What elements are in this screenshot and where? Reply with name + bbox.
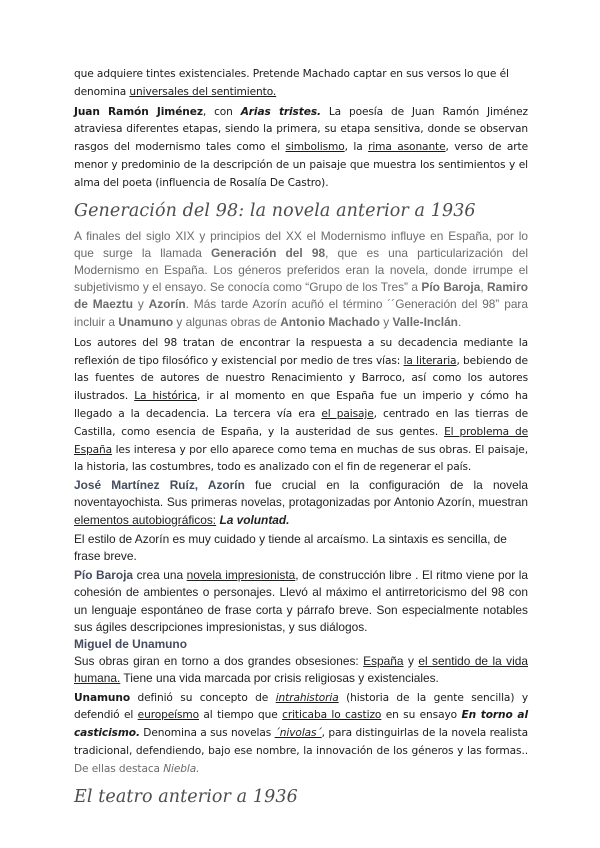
section-heading-generacion-98: Generación del 98: la novela anterior a 1936 (74, 200, 476, 221)
text: (historia de la gente sencilla) y defendió el (74, 691, 528, 722)
text: definió su concepto de (130, 691, 276, 704)
author-name: Ramiro de Maeztu (74, 280, 528, 312)
text: , de construcción libre . El ritmo viene por la cohesión de ambientes o personajes. Llevó al máximo el antirretoricismo del 98 con un lenguaje espontáneo de frase corta y párrafo breve. Son especialmente notables sus ágiles descripciones impresionistas, y sus diálogos. (74, 568, 528, 634)
underlined-text: criticaba lo castizo (282, 709, 382, 722)
paragraph-generacion-intro (74, 228, 528, 331)
text: les interesa y por ello aparece como tema en muchas de sus obras. El paisaje, la historia, las costumbres, todo es analizado con el fin de regenerar el país. (74, 443, 528, 474)
author-name: Pío Baroja (74, 568, 134, 583)
paragraph-pio-baroja (74, 567, 528, 636)
text: , la (344, 141, 369, 154)
text: denomina (74, 85, 130, 98)
author-name: Valle-Inclán (392, 314, 458, 329)
text: al tiempo que (199, 709, 283, 722)
author-name: José Martínez Ruíz, Azorín (74, 478, 245, 493)
text: . Más tarde Azorín acuñó el término ´´Generación del 98” para incluir a (74, 297, 529, 329)
text: crea una (133, 568, 187, 583)
underlined-text: europeísmo (137, 709, 199, 722)
text: Los autores del 98 tratan de encontrar la respuesta a su decadencia mediante la reflexión de tipo filosófico y existencial por medio de tres vías: (74, 336, 528, 367)
underlined-text: ´nivolas´ (274, 727, 322, 740)
section-heading-teatro: El teatro anterior a 1936 (74, 786, 298, 807)
work-title: En torno al casticismo. (74, 709, 528, 740)
text: fue crucial en la configuración de la novela noventayochista. Sus primeras novelas, protagonizadas por Antonio Azorín, muestran (74, 478, 528, 510)
underlined-text: el sentido de la vida humana. (74, 654, 528, 686)
text: , que es una particularización del Modernismo en España. Los géneros preferidos eran la novela, donde irrumpe el subjetivismo y el ensayo. Se conocía como “Grupo de los Tres” a (74, 245, 529, 295)
paragraph-unamuno-intrahistoria (74, 690, 528, 779)
underlined-text: novela impresionista (186, 568, 296, 583)
text: en su ensayo (381, 709, 462, 722)
text: , centrado en las tierras de Castilla, como esencia de España, y la austeridad de sus gentes. (74, 407, 528, 438)
text: Denomina a sus novelas (139, 727, 275, 740)
text: y (133, 297, 149, 312)
text: A finales del siglo XIX y principios del XX el Modernismo influye en España, por lo que surge la llamada (74, 228, 528, 260)
underlined-text: España (363, 654, 404, 669)
work-title: La voluntad. (219, 512, 290, 527)
author-name: Azorín (148, 297, 186, 312)
underlined-text: universales del sentimiento. (129, 85, 277, 98)
paragraph-azorin-estilo: El estilo de Azorín es muy cuidado y tiende al arcaísmo. La sintaxis es sencilla, de frase breve. (74, 531, 507, 563)
text: La poesía de Juan Ramón Jiménez atraviesa diferentes etapas, siendo la primera, su etapa sensitiva, donde se observan rasgos del modernismo tales como el (74, 105, 528, 154)
underlined-text: El problema de España (74, 425, 528, 456)
text: De ellas destaca (74, 762, 164, 775)
author-name: Unamuno (74, 691, 130, 704)
text: , con (202, 105, 241, 118)
underlined-text: la literaria (403, 354, 457, 367)
bold-term: Generación del 98 (210, 245, 326, 260)
text: Sus obras giran en torno a dos grandes obsesiones: (74, 654, 364, 669)
text: que adquiere tintes existenciales. Pretende Machado captar en sus versos lo que él (74, 68, 509, 80)
author-name: Antonio Machado (280, 314, 380, 329)
author-name: Unamuno (118, 314, 174, 329)
paragraph-machado-end (74, 66, 528, 102)
text: y (379, 314, 393, 329)
paragraph-tres-vias (74, 335, 528, 477)
underlined-text: rima asonante (368, 141, 446, 154)
paragraph-juan-ramon-jimenez (74, 104, 528, 193)
underlined-text: elementos autobiográficos: (74, 512, 217, 527)
work-title: Arias tristes. (240, 105, 321, 118)
text: , (480, 280, 488, 295)
underlined-text: intrahistoria (275, 691, 339, 704)
text: , verso de arte menor y predominio de la descripción de un paisaje que muestra los sentimientos y el alma del poeta (influencia de Rosalía De Castro). (74, 141, 529, 189)
underlined-text: La histórica (134, 390, 198, 403)
text: . (457, 314, 462, 329)
page-content (74, 66, 528, 808)
text: , para distinguirlas de la novela realista tradicional, defendiendo, bajo ese nombre, la innovación de los géneros y las formas.. (74, 727, 528, 757)
author-name: Pío Baroja (421, 280, 481, 295)
text: , bebiendo de las fuentes de autores de nuestro Renacimiento y Barroco, así como los autores ilustrados. (74, 354, 528, 403)
paragraph-unamuno-obsesiones (74, 653, 528, 687)
author-name: Juan Ramón Jiménez (74, 105, 203, 118)
text: y algunas obras de (173, 314, 281, 329)
text: Tiene una vida marcada por crisis religiosas y existenciales. (120, 671, 439, 686)
text: y (403, 654, 419, 669)
work-title: Niebla. (163, 762, 200, 775)
subheading-miguel-de-unamuno: Miguel de Unamuno (74, 637, 187, 651)
text: , ir al momento en que España fue un imperio y cómo ha llegado a la decadencia. La tercera vía era (74, 390, 528, 420)
underlined-text: simbolismo (285, 141, 345, 154)
paragraph-azorin (74, 477, 528, 529)
underlined-text: el paisaje (321, 407, 374, 420)
